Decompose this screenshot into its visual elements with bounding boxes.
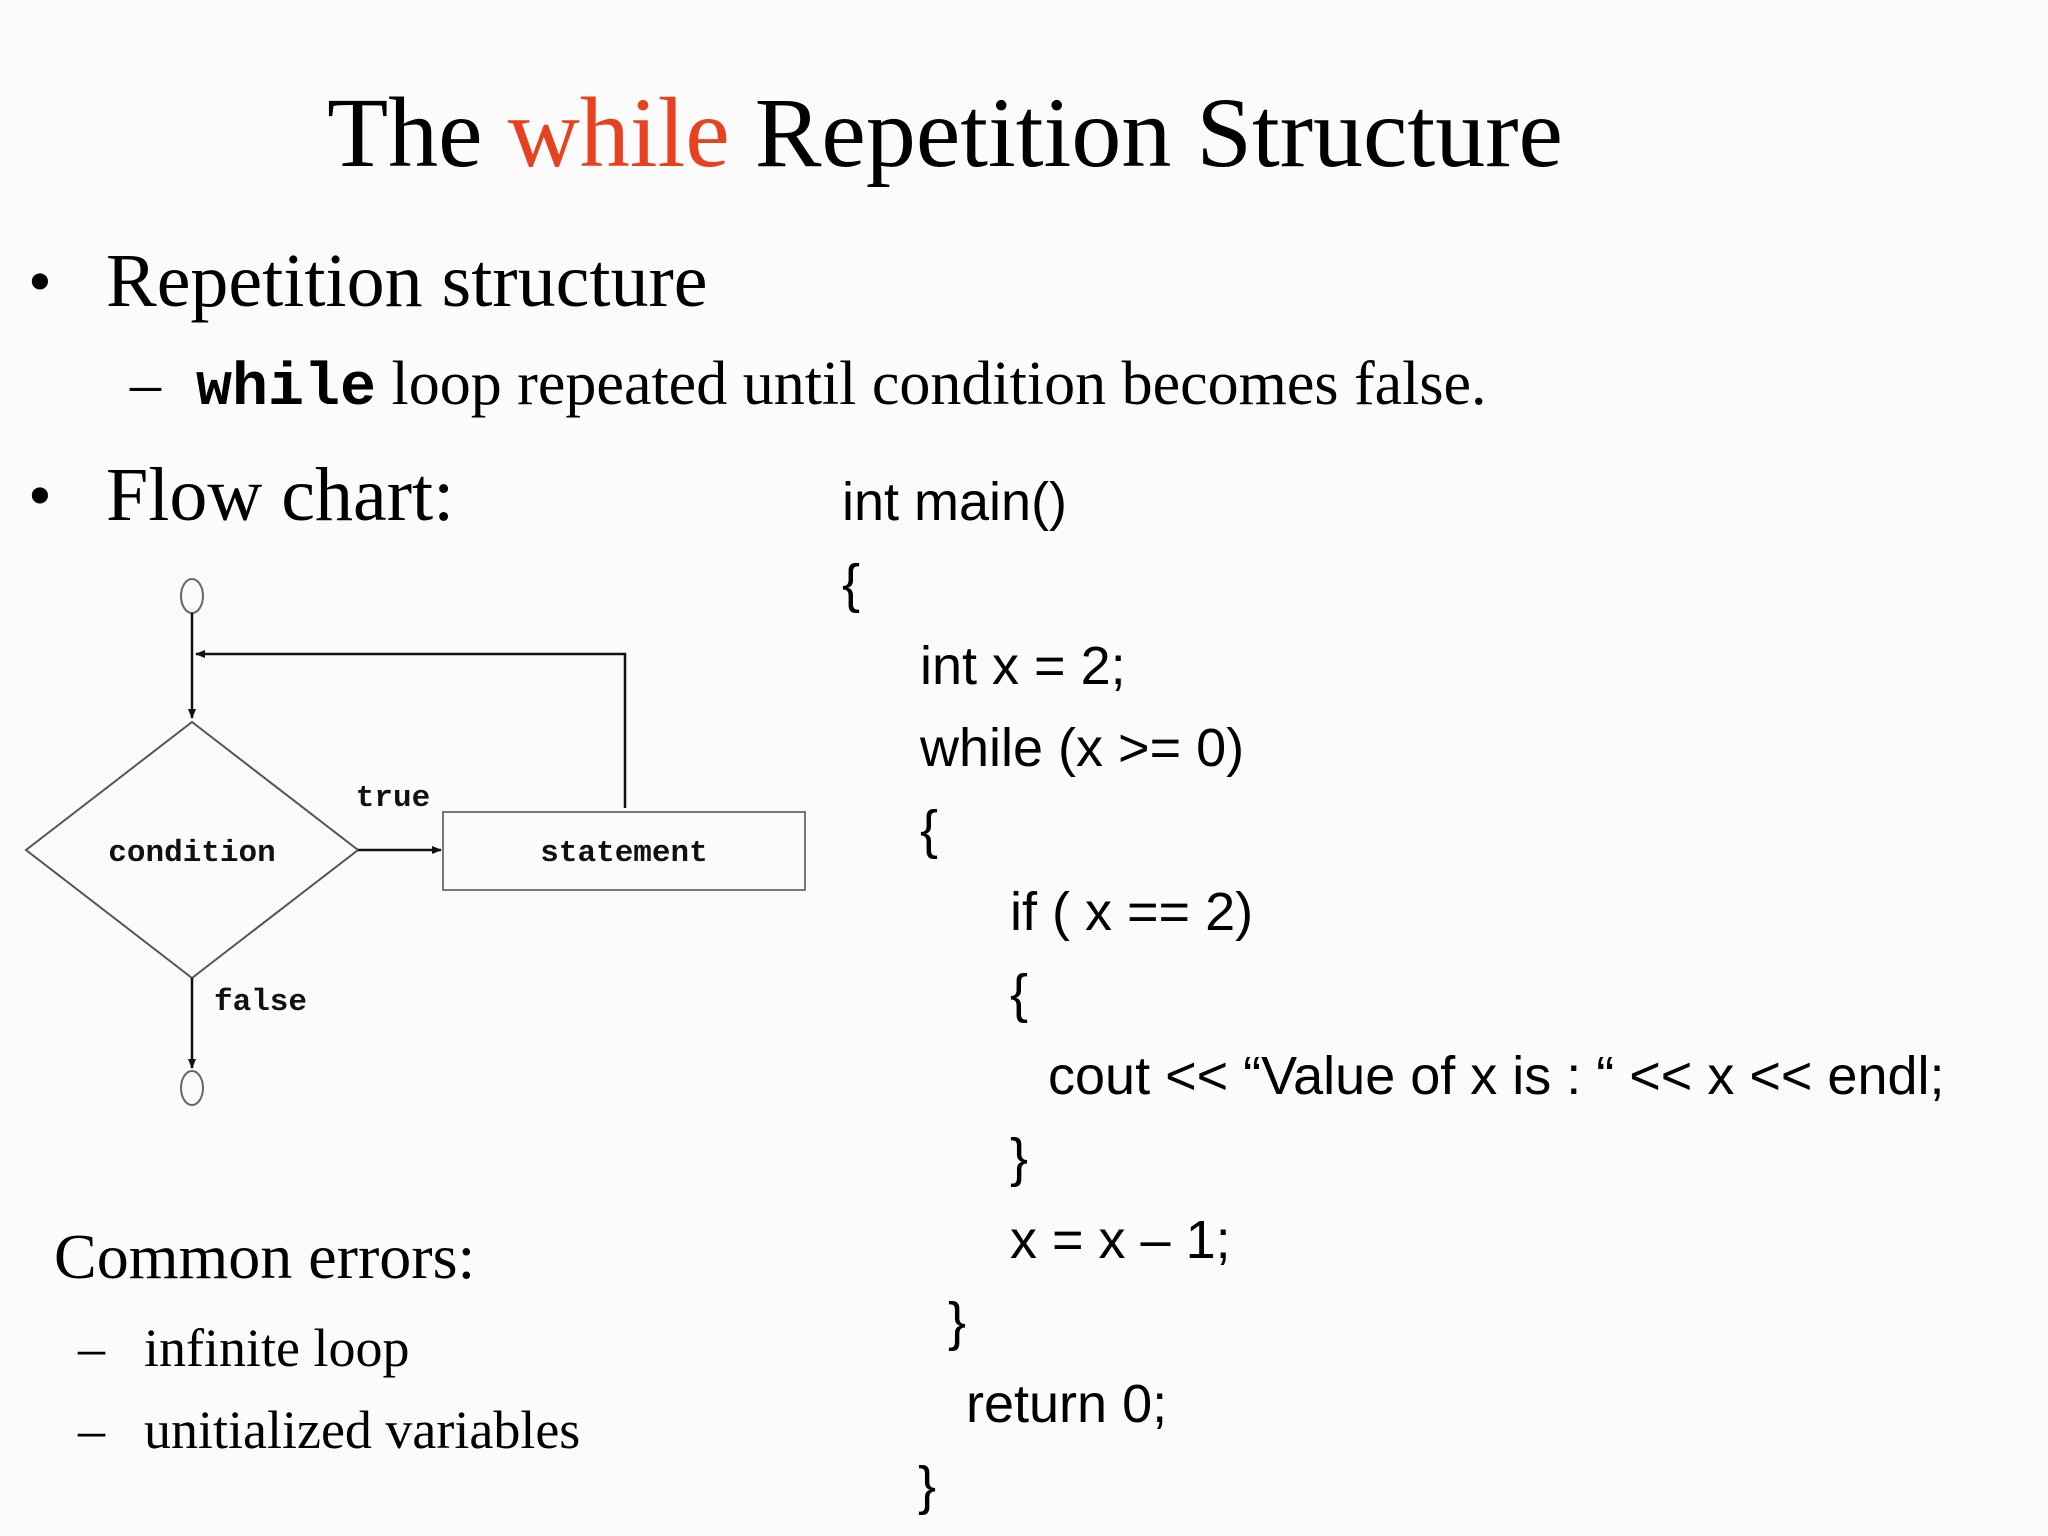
sub-bullet-dash: – [130,350,161,418]
code-line: } [948,1292,967,1352]
condition-label: condition [108,836,276,871]
bullet-marker: • [28,457,52,533]
code-line: { [1010,964,1029,1024]
bullet-marker: • [28,243,52,319]
code-line: return 0; [966,1374,1168,1434]
sub-bullet-text: loop repeated until condition becomes false. [376,350,1487,418]
title-prefix: The [327,77,508,188]
code-line: int x = 2; [920,636,1126,696]
code-line: int main() [842,472,1068,532]
false-label: false [214,985,308,1020]
start-terminator [181,579,203,613]
bullet-flow-chart: Flow chart: [106,453,455,537]
code-line: if ( x == 2) [1010,882,1254,942]
error-dash: – [78,1400,105,1460]
error-dash: – [78,1318,105,1378]
title-keyword: while [507,77,730,188]
code-line: x = x – 1; [1010,1210,1231,1270]
true-label: true [355,781,431,816]
end-terminator [181,1071,203,1105]
title-suffix: Repetition Structure [729,77,1563,188]
code-line: } [918,1456,937,1516]
while-keyword: while [196,355,377,423]
common-errors-heading: Common errors: [54,1221,476,1292]
statement-label: statement [540,836,708,871]
error-item-infinite-loop: infinite loop [144,1318,410,1378]
code-line: } [1010,1128,1029,1188]
code-line: { [920,800,939,860]
code-line: { [842,554,861,614]
code-line: cout << “Value of x is : “ << x << endl; [1048,1046,1945,1106]
error-item-uninitialized-variables: unitialized variables [144,1400,581,1460]
bullet-repetition-structure: Repetition structure [106,239,708,323]
code-line: while (x >= 0) [920,718,1245,778]
